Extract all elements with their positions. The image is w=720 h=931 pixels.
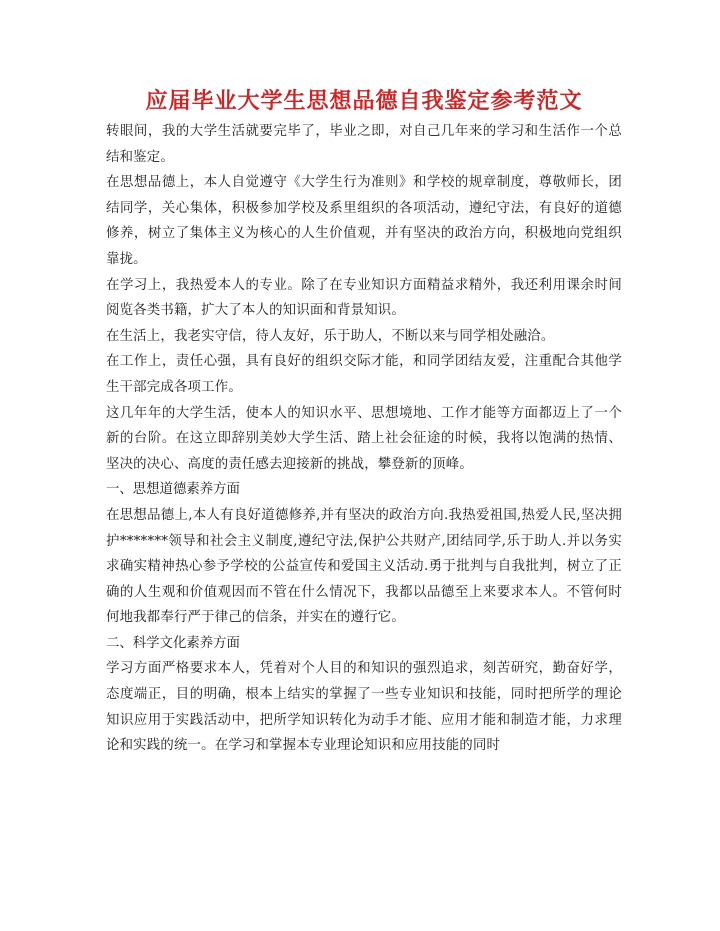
section-heading-science: 二、科学文化素养方面	[106, 635, 240, 651]
paragraph-intro: 转眼间，我的大学生活就要完毕了，毕业之即，对自己几年来的学习和生活作一个总结和鉴定。	[106, 124, 622, 165]
paragraph-summary: 这几年年的大学生活，使本人的知识水平、思想境地、工作才能等方面都迈上了一个新的台阶。在这立即辞别美妙大学生活、踏上社会征途的时候，我将以饱满的热情、坚决的决心、高度的责任感去迎接新的挑战，攀登新的顶峰。	[106, 405, 622, 472]
paragraph-science-detail: 学习方面严格要求本人，凭着对个人目的和知识的强烈追求，刻苦研究，勤奋好学，态度端正，目的明确，根本上结实的掌握了一些专业知识和技能，同时把所学的理论知识应用于实践活动中，把所学知识转化为动手才能、应用才能和制造才能，力求理论和实践的统一。在学习和掌握本专业理论知识和应用技能的同时	[106, 661, 622, 754]
section-heading-moral: 一、思想道德素养方面	[106, 482, 240, 498]
paragraph-life: 在生活上，我老实守信，待人友好，乐于助人，不断以来与同学相处融洽。	[106, 328, 555, 344]
paragraph-study: 在学习上，我热爱本人的专业。除了在专业知识方面精益求精外，我还利用课余时间阅览各类书籍，扩大了本人的知识面和背景知识。	[106, 277, 622, 319]
paragraph-moral-detail: 在思想品德上,本人有良好道德修养,并有坚决的政治方向.我热爱祖国,热爱人民,坚决拥护*******领导和社会主义制度,遵纪守法,保护公共财产,团结同学,乐于助人.并以务实求确实精神热心参予学校的公益宣传和爱国主义活动.勇于批判与自我批判，树立了正确的人生观和价值观因而不管在什么情况下，我都以品德至上来要求本人。不管何时何地我都奉行严于律己的信条，并实在的遵行它。	[106, 507, 622, 626]
document-title: 应届毕业大学生思想品德自我鉴定参考范文	[145, 88, 583, 114]
document-page	[106, 86, 622, 759]
paragraph-work: 在工作上，责任心强，具有良好的组织交际才能，和同学团结友爱，注重配合其他学生干部完成各项工作。	[106, 354, 622, 395]
paragraph-moral: 在思想品德上，本人自觉遵守《大学生行为准则》和学校的规章制度，尊敬师长，团结同学，关心集体，积极参加学校及系里组织的各项活动，遵纪守法，有良好的道德修养，树立了集体主义为核心的人生价值观，并有坚决的政治方向，积极地向党组织靠拢。	[106, 175, 622, 267]
